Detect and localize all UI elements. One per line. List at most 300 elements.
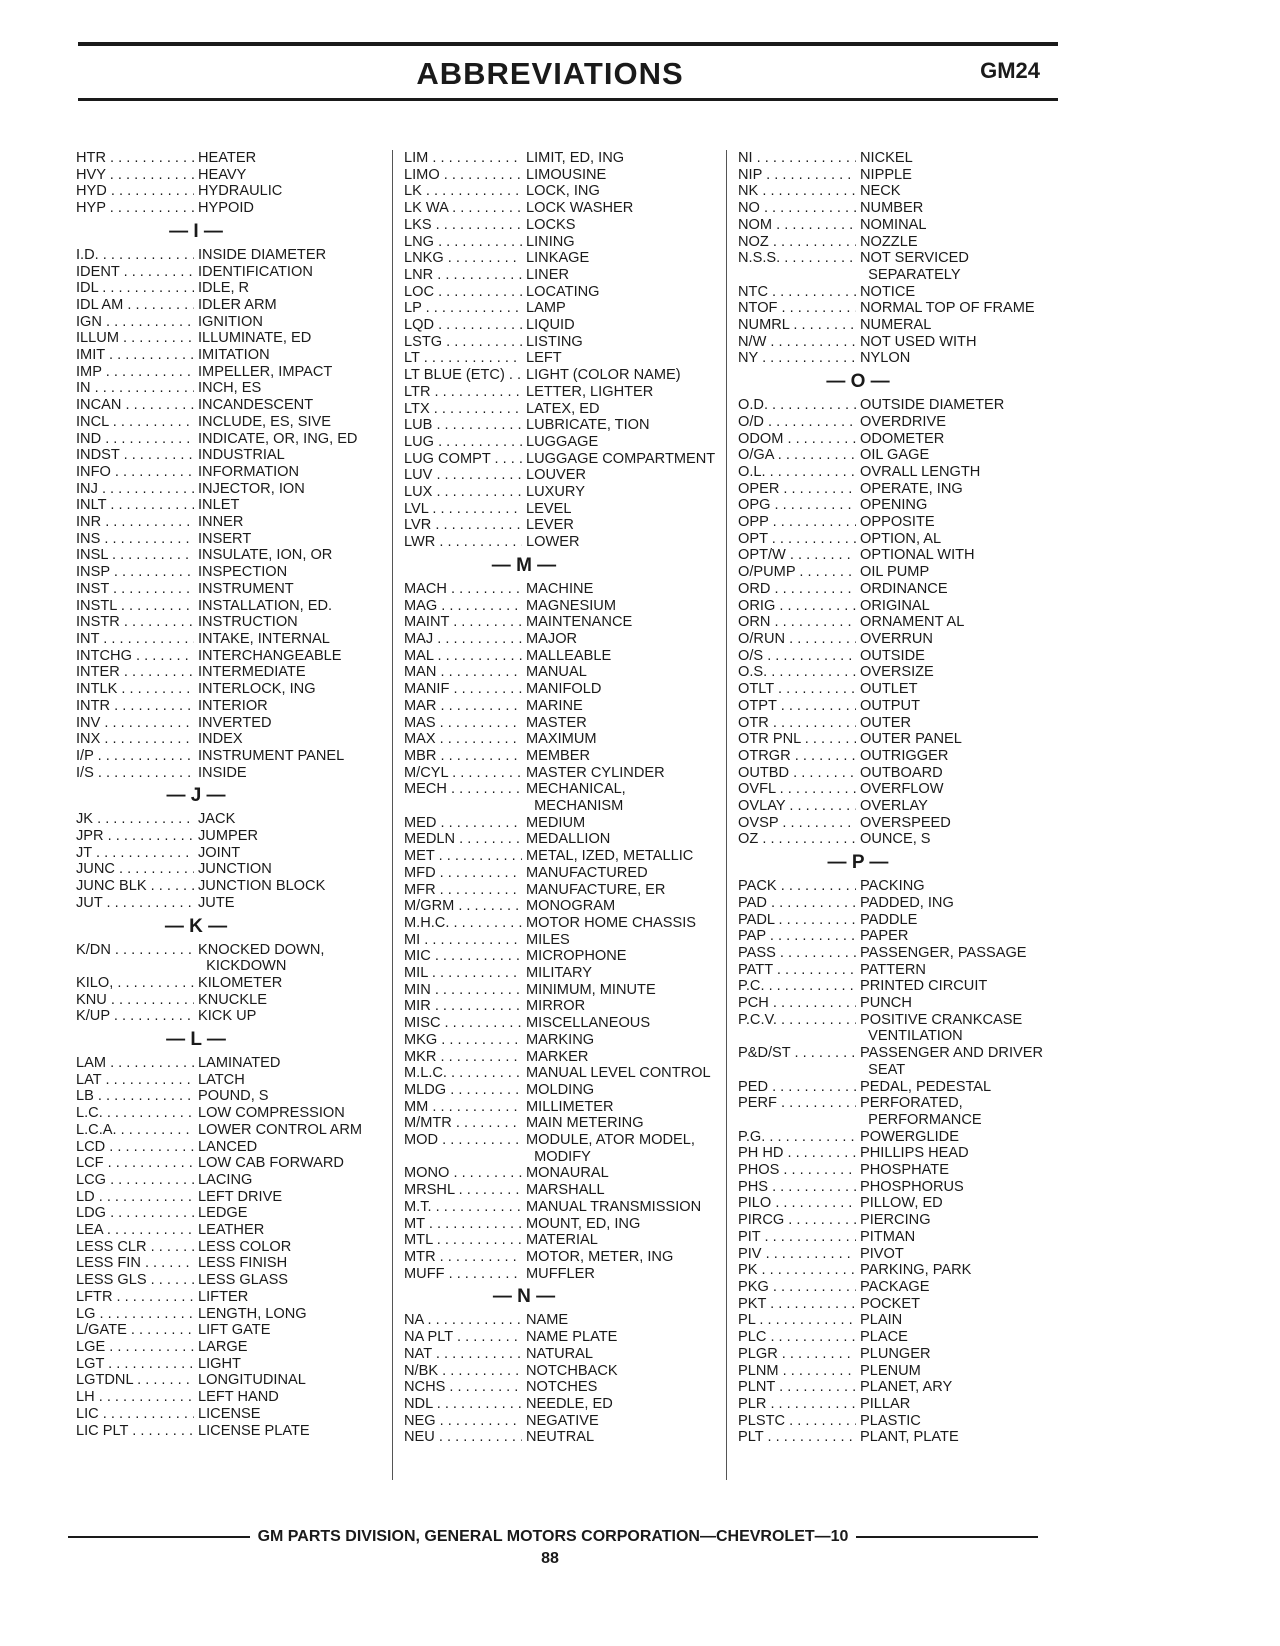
header-rule-top [78, 42, 1058, 46]
abbreviation-entry [404, 664, 724, 681]
abbreviation-entry [738, 648, 1058, 665]
abbreviation-meaning: LIMIT, ED, ING [526, 150, 625, 166]
abbreviation-entry [404, 765, 724, 782]
abbreviation: LEA . . . [76, 1222, 194, 1239]
abbreviation-meaning: MECHANISM [526, 798, 624, 815]
abbreviation-meaning: KILOMETER [198, 974, 283, 991]
abbreviation-meaning: LEDGE [198, 1205, 248, 1222]
abbreviation-entry [404, 1249, 724, 1266]
abbreviation-meaning: NORMAL TOP OF FRAME [860, 300, 1035, 317]
abbreviation: NA PLT . . . [404, 1329, 522, 1346]
abbreviation: MIN . . . [404, 982, 522, 999]
abbreviation-meaning: MASTER CYLINDER [526, 764, 665, 781]
abbreviation-meaning: PERFORMANCE [860, 1111, 982, 1128]
abbreviation-meaning: HYPOID [198, 200, 254, 217]
abbreviation-entry [76, 1222, 394, 1239]
abbreviation-entry [404, 1132, 724, 1149]
abbreviation-meaning: MARINE [526, 697, 583, 714]
abbreviation-entry [738, 464, 1058, 481]
abbreviation-entry [76, 1055, 394, 1072]
abbreviation: OTRGR . . . [738, 748, 856, 765]
abbreviation: NTC . . . [738, 284, 856, 301]
abbreviation-meaning: MANUFACTURED [526, 864, 648, 881]
abbreviation-meaning: SEPARATELY [860, 266, 961, 283]
abbreviation: INV . . . [76, 715, 194, 732]
abbreviation-meaning: MAJOR [526, 630, 578, 647]
abbreviation: OPT . . . [738, 531, 856, 548]
abbreviation: PERF . . . [738, 1095, 856, 1112]
abbreviation-meaning: JOINT [198, 844, 241, 861]
abbreviation-meaning: LESS GLASS [198, 1272, 289, 1289]
abbreviation: M.L.C. . . . [404, 1065, 522, 1082]
abbreviation-entry [404, 150, 724, 167]
abbreviation: LK . . . [404, 183, 522, 200]
abbreviation: K/DN . . . [76, 942, 194, 959]
abbreviation-entry [76, 614, 394, 631]
abbreviation: PLR . . . [738, 1396, 856, 1413]
abbreviation-meaning: LIGHT [198, 1355, 241, 1372]
abbreviation: OUTBD . . . [738, 765, 856, 782]
abbreviation: PLNM . . . [738, 1363, 856, 1380]
abbreviation-meaning: LINKAGE [526, 250, 590, 267]
abbreviation: NOZ . . . [738, 234, 856, 251]
abbreviation-meaning: OUTBOARD [860, 764, 943, 781]
abbreviation-meaning: KICK UP [198, 1008, 257, 1025]
abbreviation: MTR . . . [404, 1249, 522, 1266]
abbreviation: LUV . . . [404, 467, 522, 484]
abbreviation: HYD . . . [76, 183, 194, 200]
abbreviation-entry [404, 1065, 724, 1082]
abbreviation: LESS CLR . . . [76, 1239, 194, 1256]
abbreviation-meaning: INTAKE, INTERNAL [198, 630, 330, 647]
abbreviation-entry [738, 447, 1058, 464]
abbreviation-meaning: INTERLOCK, ING [198, 681, 316, 698]
abbreviation-meaning: SEAT [860, 1061, 906, 1078]
abbreviation-meaning: OUTRIGGER [860, 747, 949, 764]
abbreviation-entry [404, 501, 724, 518]
abbreviation-entry [404, 534, 724, 551]
abbreviation-meaning: MINIMUM, MINUTE [526, 981, 656, 998]
abbreviation-entry [404, 484, 724, 501]
abbreviation: MFD . . . [404, 865, 522, 882]
abbreviation: LH . . . [76, 1389, 194, 1406]
abbreviation: MI . . . [404, 932, 522, 949]
abbreviation-meaning: LINER [526, 266, 569, 283]
abbreviation: MIR . . . [404, 998, 522, 1015]
abbreviation-meaning: NOT SERVICED [860, 250, 969, 267]
abbreviation: IDL AM . . . [76, 297, 194, 314]
abbreviation-meaning: MOTOR HOME CHASSIS [526, 914, 697, 931]
abbreviation-meaning: INSTRUMENT [198, 580, 294, 597]
abbreviation: INR . . . [76, 514, 194, 531]
abbreviation-entry [76, 1189, 394, 1206]
abbreviation: O.D. . . . [738, 397, 856, 414]
abbreviation: NY . . . [738, 350, 856, 367]
abbreviation-meaning: LATCH [198, 1071, 245, 1088]
page-title: ABBREVIATIONS [416, 56, 684, 91]
abbreviation-meaning: NOT USED WITH [860, 333, 977, 350]
abbreviation-meaning: PLACE [860, 1329, 908, 1346]
abbreviation: IN . . . [76, 380, 194, 397]
abbreviation: INST . . . [76, 581, 194, 598]
abbreviation-meaning: ORIGINAL [860, 597, 930, 614]
abbreviation-meaning: OVERRUN [860, 630, 933, 647]
letter-section-heading: — I — [169, 220, 223, 242]
abbreviation-entry [76, 1406, 394, 1423]
abbreviation-meaning: MILLIMETER [526, 1098, 614, 1115]
abbreviation: INTER . . . [76, 664, 194, 681]
abbreviation-meaning: MARSHALL [526, 1182, 605, 1199]
abbreviation-meaning: LENGTH, LONG [198, 1305, 307, 1322]
abbreviation: LOC . . . [404, 284, 522, 301]
abbreviation-meaning: MACHINE [526, 580, 594, 597]
abbreviation-entry [404, 982, 724, 999]
abbreviation-entry [738, 912, 1058, 929]
abbreviation-entry [738, 895, 1058, 912]
abbreviation-meaning: LIMOUSINE [526, 166, 607, 183]
abbreviation: INFO . . . [76, 464, 194, 481]
abbreviation-entry [404, 384, 724, 401]
abbreviation: O/RUN . . . [738, 631, 856, 648]
abbreviation: LT BLUE (ETC) . . . [404, 367, 522, 384]
abbreviation: INJ . . . [76, 481, 194, 498]
abbreviation-meaning: MILES [526, 931, 570, 948]
abbreviation-column-3 [738, 150, 1058, 1446]
abbreviation-meaning: LUXURY [526, 484, 585, 501]
abbreviation: OPER . . . [738, 481, 856, 498]
abbreviation-entry [738, 284, 1058, 301]
abbreviation-entry [738, 731, 1058, 748]
abbreviation: IDL . . . [76, 280, 194, 297]
abbreviation-entry [404, 581, 724, 598]
abbreviation-entry [738, 547, 1058, 564]
abbreviation-meaning: NEGATIVE [526, 1412, 599, 1429]
abbreviation: OVSP . . . [738, 815, 856, 832]
abbreviation-entry [738, 878, 1058, 895]
abbreviation-entry [738, 1079, 1058, 1096]
abbreviation-meaning: INNER [198, 514, 244, 531]
abbreviation-entry [738, 1179, 1058, 1196]
abbreviation-meaning: PLANT, PLATE [860, 1429, 959, 1446]
abbreviation-meaning: MAXIMUM [526, 731, 597, 748]
abbreviation: MLDG . . . [404, 1082, 522, 1099]
abbreviation: INS . . . [76, 531, 194, 548]
abbreviation-entry [738, 1329, 1058, 1346]
abbreviation-meaning: PLASTIC [860, 1412, 921, 1429]
abbreviation: ORD . . . [738, 581, 856, 598]
abbreviation-entry [404, 748, 724, 765]
abbreviation: MKR . . . [404, 1049, 522, 1066]
abbreviation: M/CYL . . . [404, 765, 522, 782]
abbreviation-entry [76, 364, 394, 381]
abbreviation: MT . . . [404, 1216, 522, 1233]
abbreviation-meaning: PHOSPHORUS [860, 1178, 964, 1195]
abbreviation-entry [404, 167, 724, 184]
abbreviation-meaning: LOCATING [526, 283, 600, 300]
abbreviation-meaning: INSTALLATION, ED. [198, 597, 333, 614]
abbreviation: MAX . . . [404, 731, 522, 748]
abbreviation-entry [738, 200, 1058, 217]
abbreviation-meaning: LOWER [526, 534, 580, 551]
abbreviation-entry [404, 1182, 724, 1199]
abbreviation-meaning: OVERLAY [860, 798, 928, 815]
abbreviation: PILO . . . [738, 1195, 856, 1212]
abbreviation-meaning: PILLOW, ED [860, 1195, 943, 1212]
abbreviation-entry [738, 183, 1058, 200]
abbreviation-meaning: LOW CAB FORWARD [198, 1155, 344, 1172]
abbreviation-entry [738, 1195, 1058, 1212]
abbreviation: NA . . . [404, 1312, 522, 1329]
abbreviation-entry [76, 1339, 394, 1356]
abbreviation-meaning: LACING [198, 1171, 253, 1188]
abbreviation-meaning: JUNCTION [198, 861, 272, 878]
abbreviation-meaning: INVERTED [198, 714, 272, 731]
abbreviation: PKG . . . [738, 1279, 856, 1296]
abbreviation: MAG . . . [404, 598, 522, 615]
abbreviation-meaning: INDICATE, OR, ING, ED [198, 430, 358, 447]
abbreviation-entry [738, 1028, 1058, 1045]
abbreviation-entry [404, 848, 724, 865]
abbreviation-meaning: LEVER [526, 517, 574, 534]
abbreviation: PL . . . [738, 1312, 856, 1329]
abbreviation: IMIT . . . [76, 347, 194, 364]
abbreviation-meaning: OPPOSITE [860, 514, 935, 531]
abbreviation-meaning: LAMP [526, 300, 566, 317]
abbreviation-entry [76, 975, 394, 992]
abbreviation-entry [738, 765, 1058, 782]
abbreviation: PLC . . . [738, 1329, 856, 1346]
abbreviation-entry [76, 1155, 394, 1172]
abbreviation: P&D/ST . . . [738, 1045, 856, 1062]
abbreviation-entry [738, 531, 1058, 548]
abbreviation: LAT . . . [76, 1072, 194, 1089]
abbreviation-entry [738, 317, 1058, 334]
abbreviation-meaning: LAMINATED [198, 1055, 281, 1072]
abbreviation-meaning: PLANET, ARY [860, 1379, 953, 1396]
abbreviation-meaning: MOLDING [526, 1081, 595, 1098]
abbreviation: LB . . . [76, 1088, 194, 1105]
abbreviation: MIL . . . [404, 965, 522, 982]
abbreviation-entry [76, 397, 394, 414]
abbreviation-meaning: LOUVER [526, 467, 587, 484]
abbreviation-meaning: MEDIUM [526, 814, 586, 831]
abbreviation-meaning: NUMBER [860, 200, 924, 217]
abbreviation-entry [738, 1095, 1058, 1112]
abbreviation-meaning: PASSENGER AND DRIVER [860, 1045, 1044, 1062]
abbreviation-entry [404, 1015, 724, 1032]
abbreviation-meaning: POSITIVE CRANKCASE [860, 1011, 1023, 1028]
abbreviation: PACK . . . [738, 878, 856, 895]
abbreviation-entry [76, 497, 394, 514]
abbreviation: PASS . . . [738, 945, 856, 962]
abbreviation: L.C. . . . [76, 1105, 194, 1122]
abbreviation-entry [738, 614, 1058, 631]
abbreviation-entry [738, 1296, 1058, 1313]
abbreviation: LUB . . . [404, 417, 522, 434]
abbreviation-entry [76, 1423, 394, 1440]
letter-section-heading: — J — [166, 785, 226, 807]
abbreviation-entry [738, 250, 1058, 267]
abbreviation-entry [76, 1289, 394, 1306]
letter-section-heading: — M — [491, 554, 557, 576]
abbreviation-entry [76, 1389, 394, 1406]
abbreviation: I/P . . . [76, 748, 194, 765]
abbreviation-meaning: NOTCHBACK [526, 1362, 618, 1379]
abbreviation: L.C.A. . . . [76, 1122, 194, 1139]
abbreviation-meaning: MONAURAL [526, 1165, 609, 1182]
abbreviation-meaning: OUNCE, S [860, 831, 931, 848]
abbreviation-entry [76, 1172, 394, 1189]
abbreviation-meaning: INCH, ES [198, 380, 262, 397]
abbreviation: LWR . . . [404, 534, 522, 551]
abbreviation: LQD . . . [404, 317, 522, 334]
abbreviation: PADL . . . [738, 912, 856, 929]
abbreviation: L/GATE . . . [76, 1322, 194, 1339]
abbreviation: K/UP . . . [76, 1008, 194, 1025]
abbreviation-entry [404, 865, 724, 882]
abbreviation-entry [738, 681, 1058, 698]
abbreviation-column-1 [76, 150, 394, 1439]
abbreviation-entry [404, 1115, 724, 1132]
abbreviation: O.S. . . . [738, 664, 856, 681]
abbreviation: NIP . . . [738, 167, 856, 184]
abbreviation-meaning: INCANDESCENT [198, 397, 314, 414]
abbreviation-meaning: NAME [526, 1312, 569, 1329]
abbreviation: OZ . . . [738, 831, 856, 848]
abbreviation-meaning: LOCK, ING [526, 183, 600, 200]
letter-section-heading: — O — [826, 371, 890, 393]
abbreviation: LFTR . . . [76, 1289, 194, 1306]
abbreviation-entry [76, 698, 394, 715]
abbreviation-entry [404, 451, 724, 468]
abbreviation-entry [738, 481, 1058, 498]
abbreviation: INX . . . [76, 731, 194, 748]
abbreviation-entry [76, 531, 394, 548]
abbreviation-entry [404, 1329, 724, 1346]
abbreviation-entry [76, 347, 394, 364]
abbreviation: MISC . . . [404, 1015, 522, 1032]
abbreviation: PKT . . . [738, 1296, 856, 1313]
abbreviation-entry [404, 614, 724, 631]
abbreviation-meaning: PLAIN [860, 1312, 903, 1329]
abbreviation: MAS . . . [404, 715, 522, 732]
abbreviation-entry [404, 781, 724, 798]
abbreviation-entry [404, 217, 724, 234]
abbreviation-meaning: LOW COMPRESSION [198, 1105, 345, 1122]
abbreviation-entry [76, 581, 394, 598]
abbreviation-meaning: INDEX [198, 731, 243, 748]
abbreviation-meaning: OVERDRIVE [860, 413, 946, 430]
abbreviation: OTR PNL . . . [738, 731, 856, 748]
abbreviation-entry [404, 648, 724, 665]
abbreviation-meaning: JUMPER [198, 828, 258, 845]
abbreviation: LG . . . [76, 1306, 194, 1323]
abbreviation: ILLUM . . . [76, 330, 194, 347]
footer-text: GM PARTS DIVISION, GENERAL MOTORS CORPORATION—CHEVROLET—10 [257, 1528, 849, 1545]
abbreviation-entry [404, 815, 724, 832]
abbreviation-entry [404, 250, 724, 267]
abbreviation-entry [76, 564, 394, 581]
abbreviation: INT . . . [76, 631, 194, 648]
abbreviation-meaning: PITMAN [860, 1228, 916, 1245]
abbreviation-meaning: LEFT HAND [198, 1389, 279, 1406]
abbreviation-entry [76, 330, 394, 347]
abbreviation-meaning: NEEDLE, ED [526, 1395, 613, 1412]
abbreviation-entry [738, 1145, 1058, 1162]
abbreviation-entry [76, 648, 394, 665]
abbreviation-meaning: MUFFLER [526, 1265, 595, 1282]
abbreviation-entry [404, 1149, 724, 1166]
abbreviation-meaning: NUMERAL [860, 317, 932, 334]
abbreviation-meaning: LARGE [198, 1339, 248, 1355]
abbreviation: LUG COMPT . . . [404, 451, 522, 468]
abbreviation: JT . . . [76, 845, 194, 862]
abbreviation-entry [76, 150, 394, 167]
abbreviation: LTX . . . [404, 401, 522, 418]
abbreviation: N/W . . . [738, 334, 856, 351]
abbreviation-entry [404, 1032, 724, 1049]
abbreviation: OVLAY . . . [738, 798, 856, 815]
abbreviation-meaning: IDENTIFICATION [198, 263, 313, 280]
abbreviation-entry [738, 414, 1058, 431]
abbreviation-entry [404, 698, 724, 715]
abbreviation-meaning: JACK [198, 811, 236, 828]
abbreviation-meaning: MATERIAL [526, 1232, 598, 1249]
abbreviation-meaning: OVERSIZE [860, 664, 934, 681]
header-rule-bottom [78, 98, 1058, 101]
abbreviation-meaning: LUGGAGE COMPARTMENT [526, 450, 716, 467]
abbreviation-meaning: VENTILATION [860, 1028, 963, 1045]
abbreviation-meaning: MANUAL [526, 664, 587, 681]
abbreviation: LIC PLT . . . [76, 1423, 194, 1440]
abbreviation-entry [76, 765, 394, 782]
abbreviation: PIRCG . . . [738, 1212, 856, 1229]
abbreviation-meaning: JUNCTION BLOCK [198, 878, 326, 895]
abbreviation: MBR . . . [404, 748, 522, 765]
abbreviation: ORN . . . [738, 614, 856, 631]
abbreviation-entry [76, 247, 394, 264]
abbreviation: JUT . . . [76, 895, 194, 912]
abbreviation-meaning: LETTER, LIGHTER [526, 383, 654, 400]
abbreviation-entry [404, 1216, 724, 1233]
abbreviation-entry [76, 992, 394, 1009]
abbreviation-meaning: OVERFLOW [860, 781, 944, 798]
abbreviation-meaning: LIFTER [198, 1288, 249, 1305]
abbreviation: INTCHG . . . [76, 648, 194, 665]
abbreviation-entry [404, 1363, 724, 1380]
abbreviation-entry [404, 350, 724, 367]
abbreviation-meaning: LINING [526, 233, 575, 250]
abbreviation: MET . . . [404, 848, 522, 865]
abbreviation-meaning: PADDLE [860, 911, 918, 928]
abbreviation-entry [738, 831, 1058, 848]
abbreviation: MACH . . . [404, 581, 522, 598]
abbreviation: M.H.C. . . . [404, 915, 522, 932]
page-number: 88 [541, 1550, 559, 1567]
abbreviation-meaning: INTERMEDIATE [198, 664, 306, 681]
abbreviation: NAT . . . [404, 1346, 522, 1363]
abbreviation-entry [738, 1396, 1058, 1413]
abbreviation-entry [76, 715, 394, 732]
abbreviation: MED . . . [404, 815, 522, 832]
abbreviation: LCG . . . [76, 1172, 194, 1189]
abbreviation-meaning: POUND, S [198, 1088, 269, 1105]
abbreviation-entry [76, 481, 394, 498]
abbreviation-meaning: LOCKS [526, 216, 576, 233]
abbreviation-entry [404, 234, 724, 251]
abbreviation-meaning: MAGNESIUM [526, 597, 616, 614]
abbreviation: JPR . . . [76, 828, 194, 845]
